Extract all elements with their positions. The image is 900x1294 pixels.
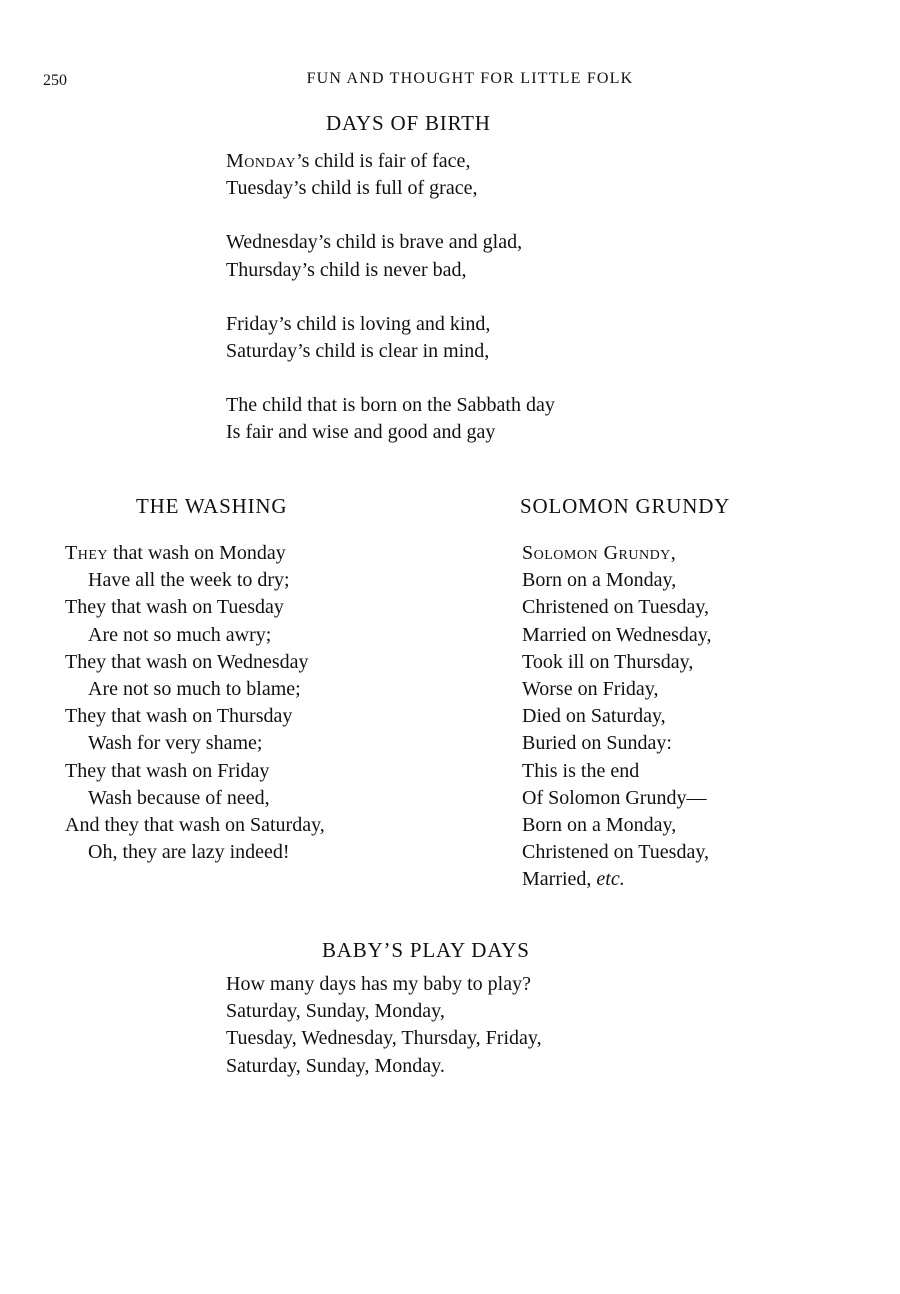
poem-line: Wednesday’s child is brave and glad, <box>226 231 523 254</box>
poem-line: Thursday’s child is never bad, <box>226 258 467 281</box>
line-text: that wash on Monday <box>108 542 286 564</box>
drop-word: They <box>65 542 108 564</box>
poem-line: Tuesday, Wednesday, Thursday, Friday, <box>226 1027 542 1050</box>
babys-play-days-poem <box>226 971 542 1080</box>
poem-line: They that wash on Friday <box>65 759 270 782</box>
poem-line: Took ill on Thursday, <box>522 650 694 673</box>
poem-line: Born on a Monday, <box>522 569 677 592</box>
page-number: 250 <box>43 72 67 89</box>
poem-line: They that wash on Tuesday <box>65 596 284 619</box>
poem-line: Buried on Sunday: <box>522 732 672 755</box>
poem-line: Is fair and wise and good and gay <box>226 421 496 444</box>
poem-line: Wash because of need, <box>88 786 270 809</box>
poem-line: Tuesday’s child is full of grace, <box>226 177 478 200</box>
days-of-birth-title: DAYS OF BIRTH <box>326 111 491 135</box>
days-of-birth-poem <box>226 148 555 447</box>
line-text: ’s child is fair of face, <box>296 150 471 172</box>
drop-word: Monday <box>226 150 297 172</box>
the-washing-title: THE WASHING <box>136 494 288 518</box>
poem-line: They that wash on Thursday <box>65 705 293 728</box>
poem-line: Christened on Tuesday, <box>522 841 710 864</box>
poem-line: Christened on Tuesday, <box>522 596 710 619</box>
stanza-gap <box>226 202 555 229</box>
poem-line: Married on Wednesday, <box>522 623 712 646</box>
poem-line: Friday’s child is loving and kind, <box>226 312 491 335</box>
the-washing-poem <box>65 540 325 866</box>
poem-line: This is the end <box>522 759 640 782</box>
poem-line <box>522 866 711 893</box>
poem-line: Of Solomon Grundy— <box>522 786 707 809</box>
poem-line: And they that wash on Saturday, <box>65 813 325 836</box>
poem-line: Died on Saturday, <box>522 705 666 728</box>
poem-line: Oh, they are lazy indeed! <box>88 841 290 864</box>
poem-line: Are not so much to blame; <box>88 677 301 700</box>
poem-line: Saturday, Sunday, Monday, <box>226 1000 445 1023</box>
poem-line: Have all the week to dry; <box>88 569 290 592</box>
poem-line: Saturday, Sunday, Monday. <box>226 1054 445 1077</box>
poem-line: How many days has my baby to play? <box>226 973 531 995</box>
poem-line: Solomon Grundy, <box>522 542 677 564</box>
etc-abbrev: etc. <box>596 868 625 891</box>
poem-line <box>226 148 555 175</box>
solomon-grundy-title: SOLOMON GRUNDY <box>520 494 731 518</box>
stanza-gap <box>226 365 555 392</box>
stanza-gap <box>226 284 555 311</box>
poem-line: The child that is born on the Sabbath day <box>226 394 555 417</box>
poem-line: Are not so much awry; <box>88 623 272 646</box>
running-head: FUN AND THOUGHT FOR LITTLE FOLK <box>306 70 634 87</box>
poem-line: Worse on Friday, <box>522 677 659 700</box>
poem-line: Born on a Monday, <box>522 813 677 836</box>
line-text: Married, <box>522 868 597 891</box>
poem-line: Saturday’s child is clear in mind, <box>226 339 490 362</box>
poem-line: Wash for very shame; <box>88 732 263 755</box>
poem-line: They that wash on Wednesday <box>65 650 309 673</box>
solomon-grundy-poem <box>522 540 711 893</box>
poem-line <box>65 540 325 567</box>
babys-play-days-title: BABY’S PLAY DAYS <box>322 938 530 962</box>
